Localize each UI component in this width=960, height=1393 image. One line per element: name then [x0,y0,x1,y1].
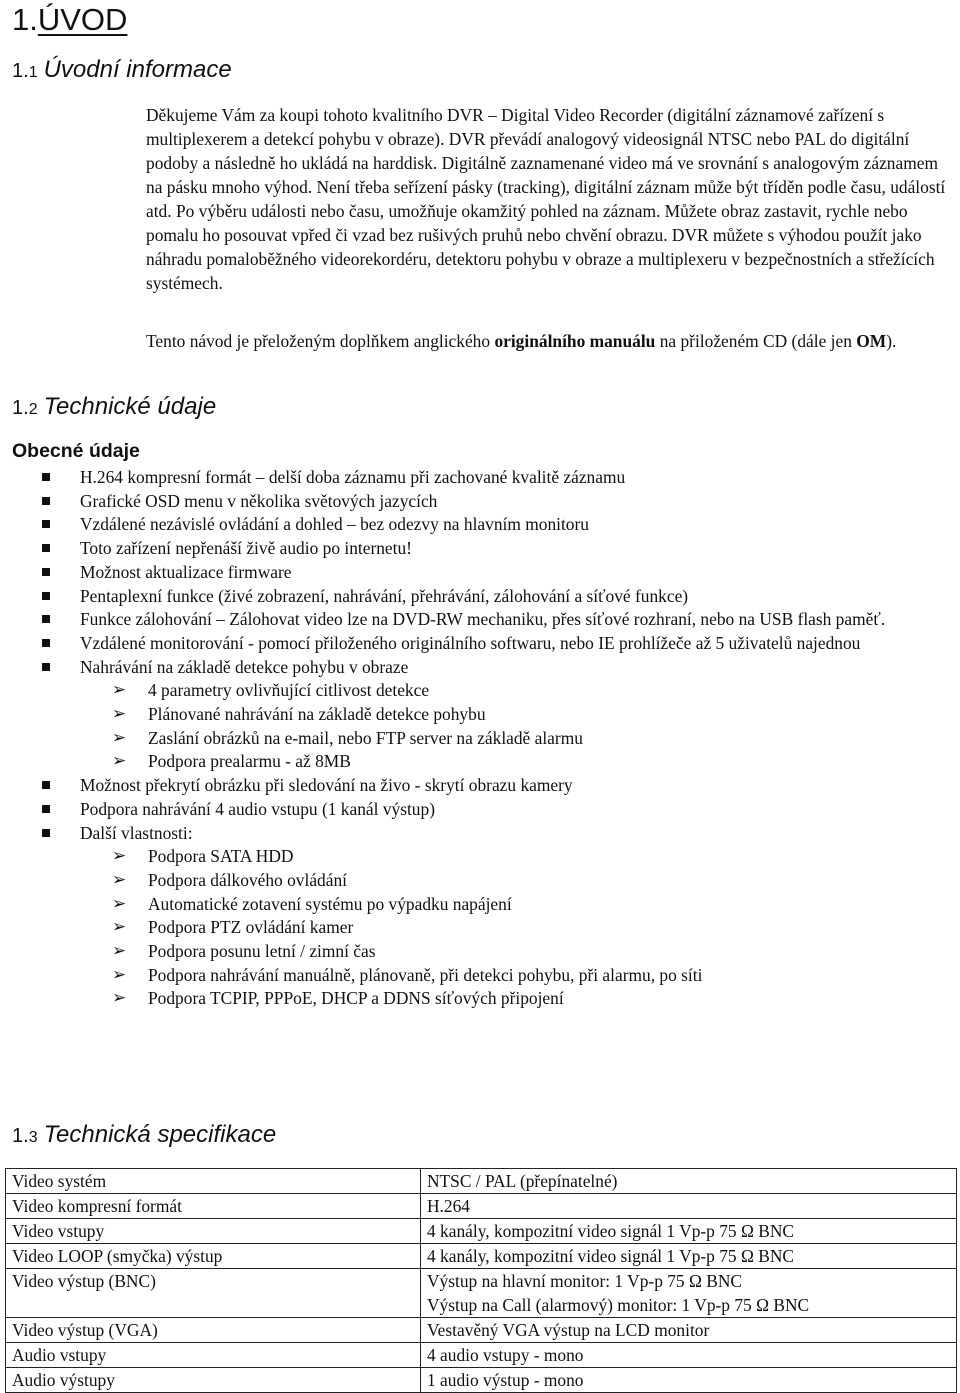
spec-value: 4 kanály, kompozitní video signál 1 Vp-p 75 Ω BNC [421,1219,957,1244]
sublist-item: ➢ Zaslání obrázků na e-mail, nebo FTP server na základě alarmu [80,727,930,751]
om-abbrev: OM [856,331,887,351]
square-bullet-icon [42,829,50,837]
manual-note-paragraph: Tento návod je přeloženým doplňkem anglického originálního manuálu na přiloženém CD (dále jen OM). [146,331,897,351]
arrowhead-bullet-icon: ➢ [112,727,127,748]
square-bullet-icon [42,568,50,576]
arrowhead-bullet-icon: ➢ [112,893,127,914]
list-item: Nahrávání na základě detekce pohybu v obraze ➢ 4 parametry ovlivňující citlivost detekce ➢ Plánované nahrávání na základě detekce pohybu ➢ Zaslání obrázků na e-mail, nebo FTP server na základě alarmu ➢ Podpora prealarmu - až 8MB [0,656,960,775]
arrowhead-bullet-icon: ➢ [112,846,127,867]
spec-key: Video výstup (VGA) [6,1318,421,1343]
list-item: Toto zařízení nepřenáší živě audio po internetu! [0,537,960,561]
section-heading-1-1 [12,56,232,84]
sublist-item: ➢ Podpora dálkového ovládání [80,869,930,893]
square-bullet-icon [42,544,50,552]
table-row [6,1269,957,1318]
chapter-heading [12,2,127,38]
spec-key: Video vstupy [6,1219,421,1244]
feature-list [0,466,960,1011]
spec-value: Vestavěný VGA výstup na LCD monitor [421,1318,957,1343]
list-item: Funkce zálohování – Zálohovat video lze na DVD-RW mechaniku, přes síťové rozhraní, nebo na USB flash paměť. [0,608,960,632]
list-item: Vzdálené monitorování - pomocí přiloženého originálního softwaru, nebo IE prohlížeče až 5 uživatelů najednou [0,632,960,656]
list-item: Grafické OSD menu v několika světových jazycích [0,490,960,514]
list-item: Vzdálené nezávislé ovládání a dohled – bez odezvy na hlavním monitoru [0,513,960,537]
section-heading-1-2 [12,393,216,421]
spec-value: 4 kanály, kompozitní video signál 1 Vp-p 75 Ω BNC [421,1244,957,1269]
square-bullet-icon [42,520,50,528]
square-bullet-icon [42,805,50,813]
arrowhead-bullet-icon: ➢ [112,964,127,985]
chapter-number: 1. [12,2,38,37]
sublist-item: ➢ Plánované nahrávání na základě detekce pohybu [80,703,930,727]
general-heading: Obecné údaje [12,440,140,462]
spec-value: H.264 [421,1194,957,1219]
arrowhead-bullet-icon: ➢ [112,680,127,701]
section-heading-1-3 [12,1121,276,1149]
sublist-item: ➢ 4 parametry ovlivňující citlivost detekce [80,679,930,703]
section-subnumber: 1 [28,64,38,81]
sublist-item: ➢ Podpora PTZ ovládání kamer [80,916,930,940]
square-bullet-icon [42,473,50,481]
table-row [6,1219,957,1244]
table-row [6,1244,957,1269]
other-features-sublist [80,845,930,1011]
spec-value: 1 audio výstup - mono [421,1368,957,1393]
sublist-item: ➢ Automatické zotavení systému po výpadku napájení [80,893,930,917]
square-bullet-icon [42,781,50,789]
arrowhead-bullet-icon: ➢ [112,869,127,890]
section-subnumber: 2 [28,401,38,418]
sublist-item: ➢ Podpora nahrávání manuálně, plánovaně, při detekci pohybu, při alarmu, po síti [80,964,930,988]
list-item: Další vlastnosti: ➢ Podpora SATA HDD ➢ Podpora dálkového ovládání ➢ Automatické zotavení systému po výpadku napájení ➢ Podpora PTZ ovládání kamer ➢ Podpora posunu letní / zimní čas ➢ Podpora nahrávání manuálně, plánovaně, při detekci pohybu, při alarmu, po síti ➢ Podpora TCPIP, PPPoE, DHCP a DDNS síťových připojení [0,822,960,1012]
list-item: Podpora nahrávání 4 audio vstupu (1 kanál výstup) [0,798,960,822]
sublist-item: ➢ Podpora posunu letní / zimní čas [80,940,930,964]
original-manual-text: originálního manuálu [494,331,656,351]
arrowhead-bullet-icon: ➢ [112,917,127,938]
section-number: 1. [12,397,29,419]
spec-key: Video kompresní formát [6,1194,421,1219]
sublist-item: ➢ Podpora prealarmu - až 8MB [80,750,930,774]
section-title: Technická specifikace [43,1121,277,1148]
section-title: Technické údaje [43,393,217,420]
table-row [6,1169,957,1194]
section-number: 1. [12,60,29,82]
sublist-item: ➢ Podpora TCPIP, PPPoE, DHCP a DDNS síťových připojení [80,987,930,1011]
spec-key: Video LOOP (smyčka) výstup [6,1244,421,1269]
spec-key: Video systém [6,1169,421,1194]
table-row [6,1343,957,1368]
square-bullet-icon [42,639,50,647]
list-item: Pentaplexní funkce (živé zobrazení, nahrávání, přehrávání, zálohování a síťové funkce) [0,585,960,609]
table-row [6,1194,957,1219]
arrowhead-bullet-icon: ➢ [112,988,127,1009]
chapter-title: ÚVOD [37,2,128,37]
spec-key: Audio výstupy [6,1368,421,1393]
table-row [6,1318,957,1343]
section-title: Úvodní informace [43,56,232,83]
arrowhead-bullet-icon: ➢ [112,704,127,725]
section-number: 1. [12,1125,29,1147]
list-item: Možnost aktualizace firmware [0,561,960,585]
spec-table [5,1168,957,1393]
square-bullet-icon [42,497,50,505]
spec-key: Video výstup (BNC) [6,1269,421,1318]
square-bullet-icon [42,663,50,671]
square-bullet-icon [42,615,50,623]
intro-paragraph: Děkujeme Vám za koupi tohoto kvalitního DVR – Digital Video Recorder (digitální záznamové zařízení s multiplexerem a detekcí pohybu v obraze). DVR převádí analogový videosignál NTSC nebo PAL do digitální podoby a následně ho ukládá na harddisk. Digitálně zaznamenané video má ve srovnání s analogovým záznamem na pásku mnoho výhod. Není třeba seřízení pásky (tracking), digitální záznam může být tříděn podle času, událostí atd. Po výběru události nebo času, umožňuje okamžitý pohled na záznam. Můžete obraz zastavit, rychle nebo pomalu ho posouvat vpřed či vzad bez rušivých pruhů nebo chvění obrazu. DVR můžete s výhodou použít jako náhradu pomaloběžného videorekordéru, detektoru pohybu v obraze a multiplexeru v bezpečnostních a střežících systémech. [146,105,946,293]
section-subnumber: 3 [28,1129,38,1146]
arrowhead-bullet-icon: ➢ [112,941,127,962]
table-row [6,1368,957,1393]
spec-value: NTSC / PAL (přepínatelné) [421,1169,957,1194]
spec-key: Audio vstupy [6,1343,421,1368]
list-item: Možnost překrytí obrázku při sledování na živo - skrytí obrazu kamery [0,774,960,798]
arrowhead-bullet-icon: ➢ [112,751,127,772]
sublist-item: ➢ Podpora SATA HDD [80,845,930,869]
list-item: H.264 kompresní formát – delší doba záznamu při zachované kvalitě záznamu [0,466,960,490]
square-bullet-icon [42,592,50,600]
detection-sublist [80,679,930,774]
spec-value: 4 audio vstupy - mono [421,1343,957,1368]
spec-value: Výstup na hlavní monitor: 1 Vp-p 75 Ω BNC Výstup na Call (alarmový) monitor: 1 Vp-p 75 Ω BNC [421,1269,957,1318]
